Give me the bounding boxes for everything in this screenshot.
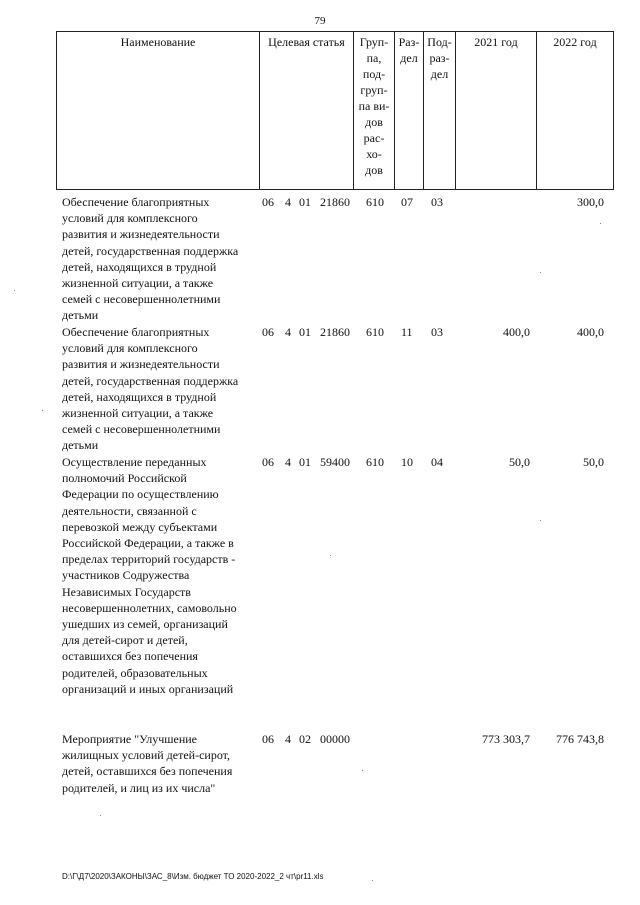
scan-speck xyxy=(14,290,15,291)
scan-speck xyxy=(372,880,373,881)
code-subprogram: 4 xyxy=(285,325,291,339)
header-group-line: дов xyxy=(365,115,383,129)
page-number: 79 xyxy=(314,15,326,27)
cell-2021: 400,0 xyxy=(503,325,530,339)
cell-2022: 776 743,8 xyxy=(556,732,604,746)
row-name: Осуществление переданных полномочий Российской Федерации по осуществлению деятельности, связанной с перевозкой между субъектами Российской Федерации, а также в пределах территорий государств - участников Содружества Независимых Государств несовершеннолетних, самовольно ушедших из семей, организаций для детей-сирот и детей, оставшихся без попечения родителей, образовательных организаций и иных организаций xyxy=(62,455,237,696)
scan-speck xyxy=(600,223,601,224)
header-subsection-line: Под- xyxy=(427,35,452,49)
code-program: 06 xyxy=(262,455,274,469)
header-subsection-line: дел xyxy=(430,67,449,81)
code-main-activity: 02 xyxy=(299,732,311,746)
cell-group: 610 xyxy=(366,325,384,339)
scan-speck xyxy=(362,770,363,771)
row-name: Обеспечение благоприятных условий для комплексного развития и жизнедеятельности детей, государственная поддержка детей, находящихся в трудной жизненной ситуации, а также семей с несовершеннолетними детьми xyxy=(62,195,239,323)
header-section xyxy=(394,31,423,189)
footer-file-path: D:\Г\Д7\2020\ЗАКОНЫ\ЗАС_8\Изм. бюджет ТО 2020-2022_2 чт\pr11.xls xyxy=(62,872,324,881)
cell-section: 11 xyxy=(401,325,413,339)
header-section-line: Раз- xyxy=(398,35,420,49)
header-group-line: Груп- xyxy=(359,35,389,49)
header-group-line: па ви- xyxy=(358,99,390,113)
scan-speck xyxy=(540,272,541,273)
code-direction: 21860 xyxy=(320,195,350,209)
scan-speck xyxy=(100,815,101,816)
cell-2022: 400,0 xyxy=(577,325,604,339)
code-subprogram: 4 xyxy=(285,732,291,746)
scan-speck xyxy=(540,520,541,521)
header-group-line: дов xyxy=(365,163,383,177)
header-name: Наименование xyxy=(56,31,259,189)
cell-section: 07 xyxy=(401,195,413,209)
header-group-line: па, xyxy=(366,51,382,65)
code-main-activity: 01 xyxy=(299,325,311,339)
code-direction: 00000 xyxy=(320,732,350,746)
header-group-line: хо- xyxy=(366,147,382,161)
cell-group: 610 xyxy=(366,455,384,469)
scan-speck xyxy=(42,410,43,411)
cell-subsection: 03 xyxy=(431,195,443,209)
header-year-2021: 2021 год xyxy=(455,31,536,189)
cell-2021: 773 303,7 xyxy=(482,732,530,746)
header-subsection xyxy=(423,31,455,189)
header-subsection-line: раз- xyxy=(429,51,450,65)
code-program: 06 xyxy=(262,732,274,746)
row-name: Обеспечение благоприятных условий для комплексного развития и жизнедеятельности детей, государственная поддержка детей, находящихся в трудной жизненной ситуации, а также семей с несовершеннолетними детьми xyxy=(62,325,239,453)
row-name: Мероприятие "Улучшение жилищных условий детей-сирот, детей, оставшихся без попечения родителей, и лиц из их числа" xyxy=(62,732,233,795)
code-subprogram: 4 xyxy=(285,455,291,469)
code-main-activity: 01 xyxy=(299,455,311,469)
scan-speck xyxy=(330,555,331,556)
code-direction: 21860 xyxy=(320,325,350,339)
header-group xyxy=(353,31,394,189)
cell-subsection: 04 xyxy=(431,455,443,469)
header-group-line: под- xyxy=(362,67,386,81)
header-group-line: рас- xyxy=(363,131,385,145)
code-direction: 59400 xyxy=(320,455,350,469)
cell-2022: 50,0 xyxy=(583,455,604,469)
cell-section: 10 xyxy=(401,455,413,469)
cell-2022: 300,0 xyxy=(577,195,604,209)
header-target: Целевая статья xyxy=(259,31,353,189)
cell-subsection: 03 xyxy=(431,325,443,339)
code-program: 06 xyxy=(262,195,274,209)
header-year-2022: 2022 год xyxy=(536,31,614,189)
header-section-line: дел xyxy=(400,51,418,65)
header-bottom-rule xyxy=(56,189,614,190)
header-group-line: груп- xyxy=(360,83,388,97)
code-main-activity: 01 xyxy=(299,195,311,209)
code-program: 06 xyxy=(262,325,274,339)
cell-2021: 50,0 xyxy=(509,455,530,469)
code-subprogram: 4 xyxy=(285,195,291,209)
cell-group: 610 xyxy=(366,195,384,209)
